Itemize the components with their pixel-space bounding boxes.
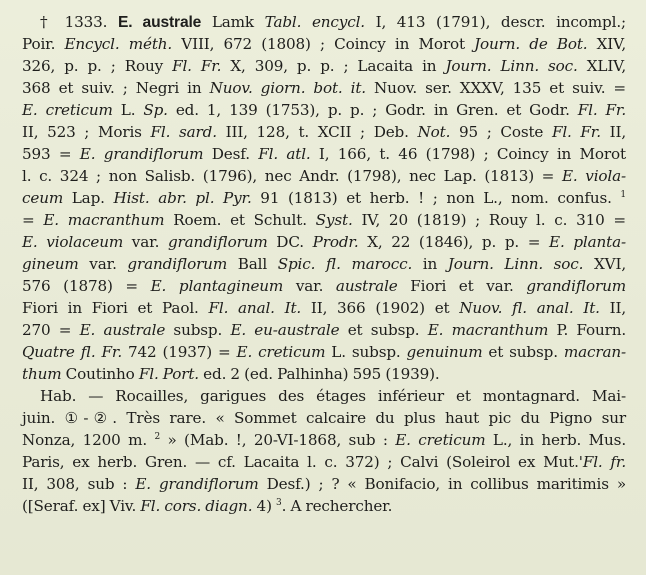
text-line-15: 270 = E. australe subsp. E. eu-australe et subsp. E. macranthum P. Fourn. xyxy=(22,321,626,339)
habitat-line-4: Paris, ex herb. Gren. — cf. Lacaita l. c. 372) ; Calvi (Soleirol ex Mut.'Fl. fr. xyxy=(22,453,626,471)
habitat-line-2: juin. ①-②. Très rare. « Sommet calcaire du plus haut pic du Pigno sur xyxy=(22,409,626,427)
habitat-line-1: Hab. — Rocailles, garigues des étages inférieur et montagnard. Mai- xyxy=(40,387,626,405)
footnote-ref-3: 3 xyxy=(276,498,282,508)
habitat-line-5: II, 308, sub : E. grandiflorum Desf.) ; ? « Bonifacio, in collibus maritimis » xyxy=(22,475,626,493)
text-line-13: 576 (1878) = E. plantagineum var. australe Fiori et var. grandiflorum xyxy=(22,277,626,295)
text-line-2: Poir. Encycl. méth. VIII, 672 (1808) ; Coincy in Morot Journ. de Bot. XIV, xyxy=(22,35,627,53)
entry-heading-line xyxy=(40,11,626,33)
text-line-10: = E. macranthum Roem. et Schult. Syst. IV, 20 (1819) ; Rouy l. c. 310 = xyxy=(22,211,626,229)
text-line-3: 326, p. p. ; Rouy Fl. Fr. X, 309, p. p. ; Lacaita in Journ. Linn. soc. XLIV, xyxy=(22,57,627,75)
text-line-6: II, 523 ; Moris Fl. sard. III, 128, t. XCII ; Deb. Not. 95 ; Coste Fl. Fr. II, xyxy=(22,123,627,141)
footnote-ref-2: 2 xyxy=(154,432,161,442)
footnote-ref-1: 1 xyxy=(620,190,626,200)
text-line-4: 368 et suiv. ; Negri in Nuov. giorn. bot. it. Nuov. ser. XXXV, 135 et suiv. = xyxy=(22,79,626,97)
text-line-12: gineum var. grandiflorum Ball Spic. fl. marocc. in Journ. Linn. soc. XVI, xyxy=(22,255,627,273)
taxon-name: E. australe xyxy=(117,14,202,31)
text-line-14: Fiori in Fiori et Paol. Fl. anal. It. II, 366 (1902) et Nuov. fl. anal. It. II, xyxy=(22,299,626,317)
habitat-line-3: Nonza, 1200 m. $^2$ » (Mab. !, 20-VI-1868, sub : E. creticum L., in herb. Mus. xyxy=(22,431,626,449)
text-line-8: l. c. 324 ; non Salisb. (1796), nec Andr. (1798), nec Lap. (1813) = E. viola- xyxy=(22,167,627,185)
text-line-11: E. violaceum var. grandiflorum DC. Prodr. X, 22 (1846), p. p. = E. planta- xyxy=(22,233,626,251)
habitat-line-6: ([Seraf. ex] Viv. Fl. cors. diagn. 4) $^3$. A rechercher. xyxy=(22,497,393,515)
text-line-1: Lamk Tabl. encycl. I, 413 (1791), descr. incompl.; xyxy=(211,13,626,31)
text-line-16: Quatre fl. Fr. 742 (1937) = E. creticum L. subsp. genuinum et subsp. macran- xyxy=(22,343,626,361)
text-line-9: ceum Lap. Hist. abr. pl. Pyr. 91 (1813) et herb. ! ; non L., nom. confus. $^1$ xyxy=(22,189,626,207)
dagger-symbol: † xyxy=(40,13,54,31)
text-line-5: E. creticum L. Sp. ed. 1, 139 (1753), p. p. ; Godr. in Gren. et Godr. Fl. Fr. xyxy=(22,101,626,119)
entry-number: 1333. xyxy=(64,13,108,31)
text-line-17: thum Coutinho Fl. Port. ed. 2 (ed. Palhinha) 595 (1939). xyxy=(22,365,440,383)
text-line-7: 593 = E. grandiflorum Desf. Fl. atl. I, 166, t. 46 (1798) ; Coincy in Morot xyxy=(22,145,626,163)
